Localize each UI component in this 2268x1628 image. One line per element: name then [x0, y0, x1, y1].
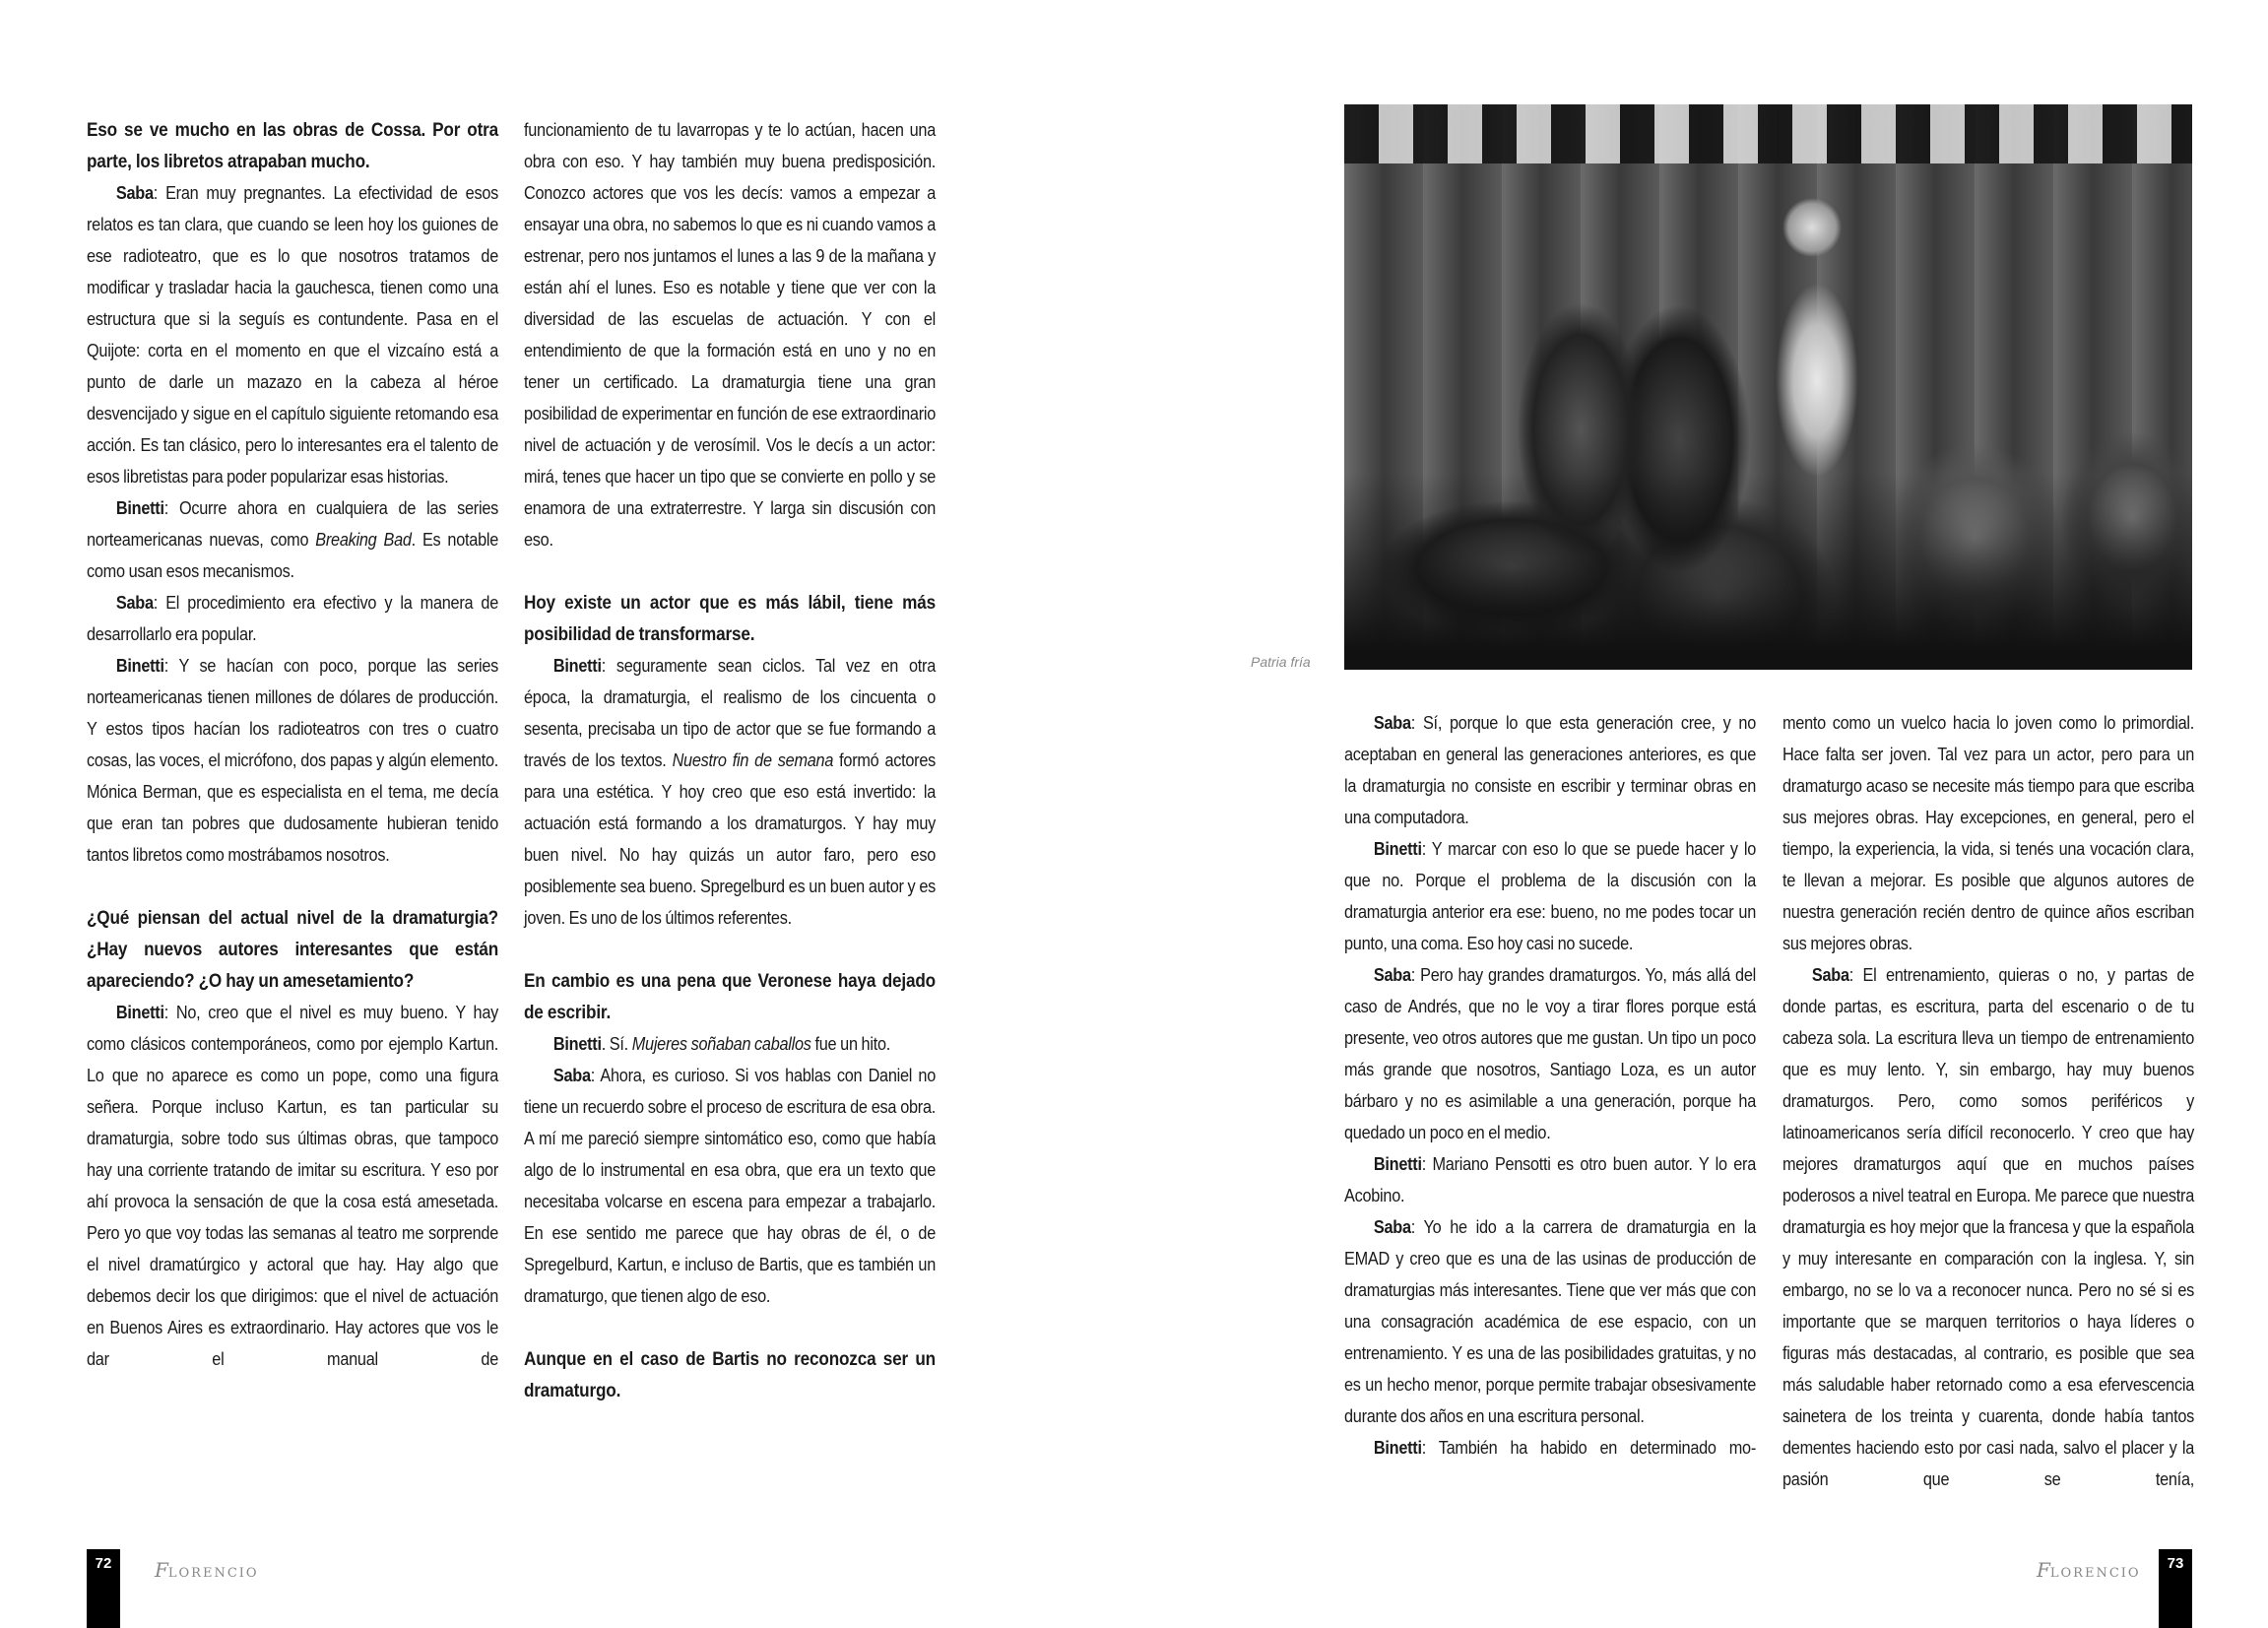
question-heading: [524, 1343, 936, 1406]
answer-paragraph: [1782, 707, 2194, 959]
photo-caption: Patria fría: [1251, 654, 1311, 670]
text-run: : El procedimiento era efectivo y la manera de desarrollarlo era popular.: [87, 592, 498, 644]
photo-curtain: [1344, 104, 2192, 163]
answer-paragraph: [87, 587, 498, 650]
answer-paragraph: [524, 1028, 936, 1060]
question-heading: [524, 587, 936, 650]
speaker-name: Binetti: [1373, 1153, 1422, 1174]
answer-paragraph: [1344, 833, 1756, 959]
page-number-right: 73: [2159, 1549, 2192, 1628]
text-run: : Mariano Pensotti es otro buen autor. Y lo era Acobino.: [1344, 1153, 1756, 1205]
text-run: funcionamiento de tu lavarropas y te lo actúan, hacen una obra con eso. Y hay también muy buena predisposición. Conozco actores que vos les decís: vamos a empezar a ensayar una obra, no sabemos lo que es ni cuando vamos a estrenar, pero nos juntamos el lunes a las 9 de la mañana y están ahí el lunes. Eso es notable y tiene que ver con la diversidad de las escuelas de actuación. Y con el entendimiento de que la formación está en uno y no en tener un certificado. La dramaturgia tiene una gran posibilidad de experimentar en función de ese extraordinario nivel de actuación y de verosímil. Vos le decís a un actor: mirá, tenes que hacer un tipo que se convierte en pollo y se enamora de una extraterrestre. Y larga sin discusión con eso.: [524, 119, 936, 550]
answer-paragraph: [1344, 707, 1756, 833]
speaker-name: Binetti: [552, 655, 602, 676]
text-run: ¿Qué piensan del actual nivel de la dramaturgia? ¿Hay nuevos autores interesantes que están apareciendo? ¿O hay un amesetamiento?: [87, 907, 498, 992]
question-heading: [524, 965, 936, 1028]
text-run: : Ocurre ahora en cualquiera de las series norteamericanas nuevas, como: [87, 497, 498, 550]
publication-logo-left: FLORENCIO: [155, 1558, 259, 1582]
answer-paragraph: [87, 492, 498, 587]
text-run: : Ahora, es curioso. Si vos hablas con Daniel no tiene un recuerdo sobre el proceso de escritura de esa obra. A mí me pareció siempre sintomático eso, como que había algo de lo instrumental en esa obra, que era un texto que necesitaba volcarse en escena para empezar a trabajarlo. En ese sentido me parece que hay obras de él, o de Spregelburd, Kartun, e incluso de Bartis, que es también un dramaturgo, que tienen algo de eso.: [524, 1065, 936, 1306]
speaker-name: Saba: [552, 1065, 591, 1085]
photo-floor: [1344, 473, 2192, 670]
speaker-name: Saba: [1373, 1216, 1411, 1237]
question-heading: [87, 114, 498, 177]
answer-paragraph: [1344, 959, 1756, 1148]
speaker-name: Binetti: [115, 497, 164, 518]
speaker-name: Binetti: [552, 1033, 602, 1054]
text-run: mento como un vuelco hacia lo joven como lo primordial. Hace falta ser joven. Tal vez para un actor, pero para un dramaturgo acaso se necesite más tiempo para que escriba sus mejores obras. Hay excepciones, en general, pero el tiempo, la experiencia, la vida, si tenés una vocación clara, te llevan a mejorar. Es posible que algunos autores de nuestra generación recién dentro de quince años escriban sus mejores obras.: [1782, 712, 2194, 953]
text-run: : Pero hay grandes dramaturgos. Yo, más allá del caso de Andrés, que no le voy a tirar flores porque está presente, veo otros autores que me gustan. Un tipo un poco más grande que nosotros, Santiago Loza, es un autor bárbaro y no es asimilable a una generación, porque ha quedado un poco en el medio.: [1344, 964, 1756, 1142]
answer-paragraph: [87, 650, 498, 871]
page-number-left: 72: [87, 1549, 120, 1628]
answer-paragraph: [87, 177, 498, 492]
answer-paragraph: [1344, 1148, 1756, 1211]
answer-paragraph: [1344, 1432, 1756, 1464]
question-heading: [87, 902, 498, 997]
speaker-name: Saba: [115, 592, 154, 613]
publication-logo-right: FLORENCIO: [2037, 1558, 2141, 1582]
speaker-name: Saba: [1373, 712, 1411, 733]
text-run: . Sí.: [601, 1033, 632, 1054]
italic-title: Breaking Bad: [315, 529, 412, 550]
italic-title: Nuestro fin de semana: [672, 749, 834, 770]
speaker-name: Binetti: [1373, 1437, 1422, 1458]
text-run: . Es notable como usan esos mecanismos.: [87, 529, 498, 581]
text-column-4: [1782, 707, 2194, 1495]
text-run: fue un hito.: [810, 1033, 891, 1054]
answer-paragraph: [524, 1060, 936, 1312]
text-run: : Yo he ido a la carrera de dramaturgia en la EMAD y creo que es una de las usinas de producción de dramaturgias más interesantes. Tiene que ver más que con una consagración académica de ese espacio, con un entrenamiento. Y es una de las posibilidades gratuitas, y no es un hecho menor, porque permite trabajar obsesivamente durante dos años en una escritura personal.: [1344, 1216, 1756, 1426]
text-run: Eso se ve mucho en las obras de Cossa. Por otra parte, los libretos atrapaban mucho.: [87, 119, 498, 172]
text-run: : Y marcar con eso lo que se puede hacer y lo que no. Porque el problema de la discusión con la dramaturgia anterior era ese: bueno, no me podes tocar un punto, una coma. Eso hoy casi no sucede.: [1344, 838, 1756, 953]
text-run: : seguramente sean ciclos. Tal vez en otra época, la dramaturgia, el realismo de los cincuenta o sesenta, precisaba un tipo de actor que se fue formando a través de los textos.: [524, 655, 936, 770]
text-run: : Sí, porque lo que esta generación cree, y no aceptaban en general las generaciones anteriores, es que la dramaturgia no consiste en escribir y terminar obras en una computadora.: [1344, 712, 1756, 827]
answer-paragraph: [524, 114, 936, 555]
text-run: : También ha habido en determinado mo-: [1421, 1437, 1756, 1458]
speaker-name: Binetti: [115, 1002, 164, 1022]
speaker-name: Saba: [1811, 964, 1849, 985]
speaker-name: Saba: [1373, 964, 1411, 985]
text-run: : No, creo que el nivel es muy bueno. Y hay como clásicos contemporáneos, como por ejemplo Kartun. Lo que no aparece es como un pope, como una figura señera. Porque incluso Kartun, es tan particular su dramaturgia, sobre todo sus últimas obras, que tampoco hay una corriente tratando de imitar su escritura. Y eso por ahí provoca la sensación de que la cosa está amesetada. Pero yo que voy todas las semanas al teatro me sorprende el nivel dramatúrgico y actoral que hay. Hay algo que debemos decir los que dirigimos: que el nivel de actuación en Buenos Aires es extraordinario. Hay actores que vos le dar el manual de: [87, 1002, 498, 1369]
theatre-photo: [1344, 104, 2192, 670]
italic-title: Mujeres soñaban caballos: [631, 1033, 811, 1054]
text-column-3: [1344, 707, 1756, 1464]
text-run: : El entrenamiento, quieras o no, y partas de donde partas, es escritura, parta del escenario o de tu cabeza sola. La escritura lleva un tiempo de entrenamiento que es muy lento. Y, sin embargo, hay muy buenos dramaturgos. Pero, como somos periféricos y latinoamericanos sería difícil reconocerlo. Y creo que hay mejores dramaturgos aquí que en muchos países poderosos a nivel teatral en Europa. Me parece que nuestra dramaturgia es hoy mejor que la francesa y que la española y muy interesante en comparación con la inglesa. Y, sin embargo, no se lo va a reconocer nunca. Pero no sé si es importante que se marquen territorios o haya líderes o figuras más destacadas, al contrario, es posible que sea más saludable haber retornado como a esa efervescencia sainetera de los treinta y cuarenta, donde había tantos dementes haciendo esto por casi nada, salvo el placer y la pasión que se tenía,: [1782, 964, 2194, 1489]
text-run: : Eran muy pregnantes. La efectividad de esos relatos es tan clara, que cuando se leen hoy los guiones de ese radioteatro, que es lo que nosotros tratamos de modificar y trasladar hacia la gauchesca, tienen como una estructura que si la seguís es contundente. Pasa en el Quijote: corta en el momento en que el vizcaíno está a punto de darle un mazazo en la cabeza al héroe desvencijado y sigue en el capítulo siguiente retomando esa acción. Es tan clásico, pero lo interesantes era el talento de esos libretistas para poder popularizar esas historias.: [87, 182, 498, 487]
text-column-1: [87, 114, 498, 1375]
speaker-name: Binetti: [1373, 838, 1422, 859]
answer-paragraph: [87, 997, 498, 1375]
text-run: Aunque en el caso de Bartis no reconozca ser un dramaturgo.: [524, 1348, 936, 1401]
speaker-name: Saba: [115, 182, 154, 203]
text-run: Hoy existe un actor que es más lábil, tiene más posibilidad de transformarse.: [524, 592, 936, 645]
text-run: : Y se hacían con poco, porque las series norteamericanas tienen millones de dólares de producción. Y estos tipos hacían los radioteatros con tres o cuatro cosas, las voces, el micrófono, dos papas y algún elemento. Mónica Berman, que es especialista en el tema, me decía que eran tan pobres que dudosamente hubieran tenido tantos libretos como mostrábamos nosotros.: [87, 655, 498, 865]
answer-paragraph: [524, 650, 936, 934]
text-run: En cambio es una pena que Veronese haya dejado de escribir.: [524, 970, 936, 1023]
speaker-name: Binetti: [115, 655, 164, 676]
answer-paragraph: [1782, 959, 2194, 1495]
answer-paragraph: [1344, 1211, 1756, 1432]
text-column-2: [524, 114, 936, 1406]
text-run: formó actores para una estética. Y hoy creo que eso está invertido: la actuación está formando a los dramaturgos. Y hay muy buen nivel. No hay quizás un autor faro, pero eso posiblemente sea bueno. Spregelburd es un buen autor y es joven. Es uno de los últimos referentes.: [524, 749, 936, 928]
